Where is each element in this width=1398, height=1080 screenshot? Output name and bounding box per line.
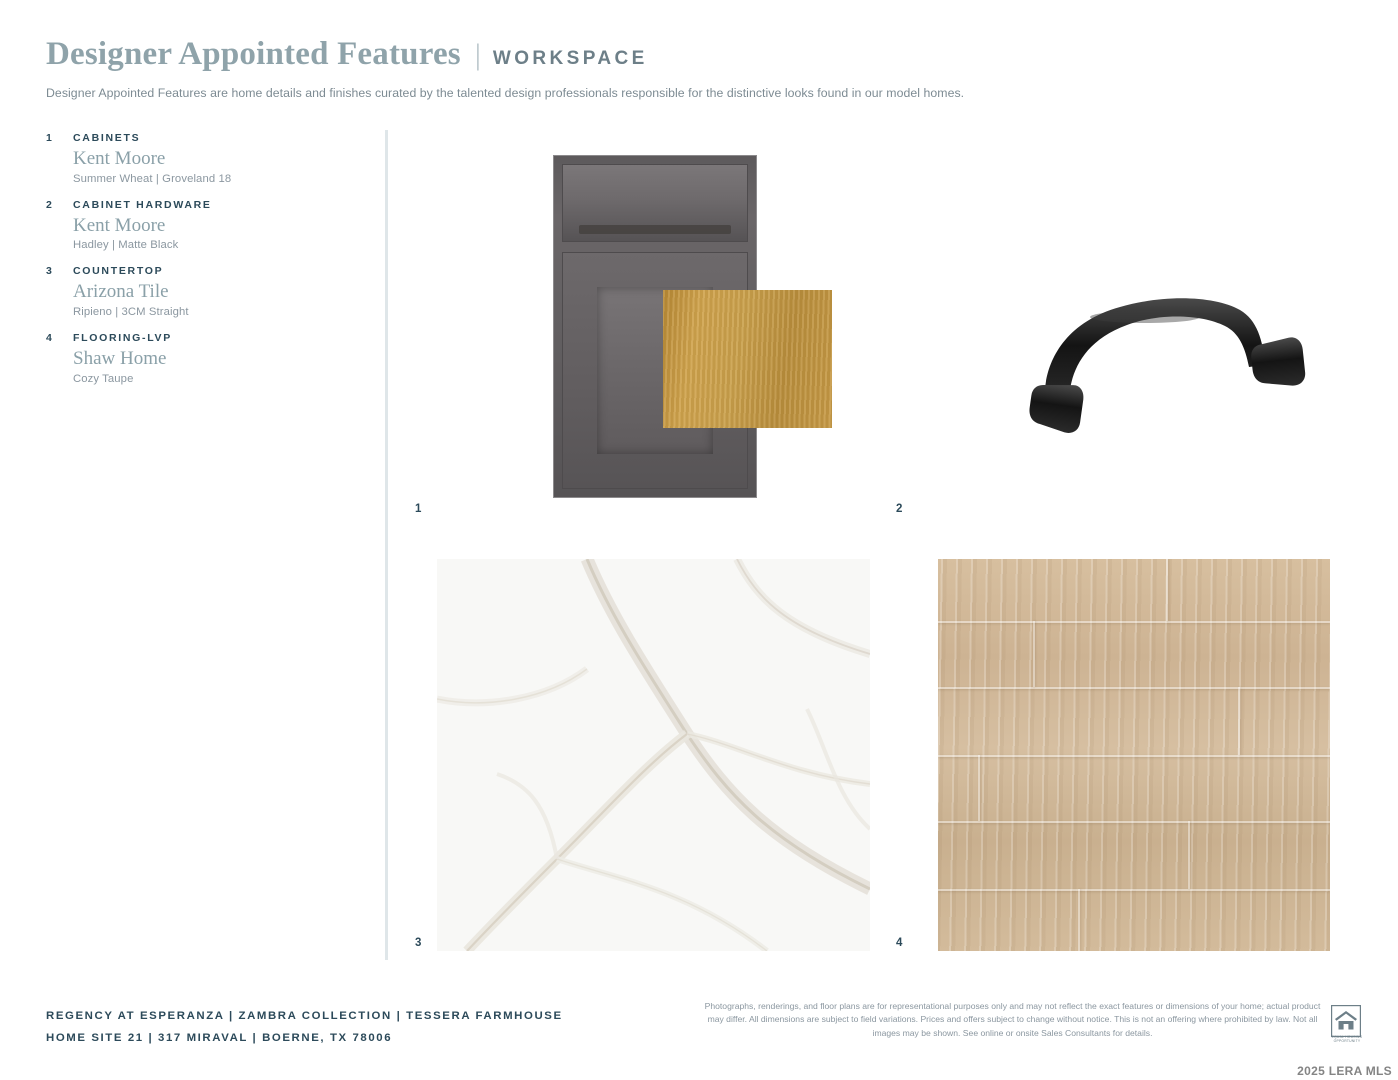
feature-spec: Hadley | Matte Black xyxy=(73,239,179,252)
cabinet-drawer-groove xyxy=(579,225,731,234)
footer-community-info xyxy=(46,1006,686,1049)
plank-butt-joint xyxy=(1078,889,1080,951)
plank-seam xyxy=(938,687,1330,689)
footer-address-line: HOME SITE 21 | 317 MIRAVAL | BOERNE, TX 78006 xyxy=(46,1031,393,1044)
plank-butt-joint xyxy=(1166,559,1168,621)
swatch-number-4: 4 xyxy=(896,937,903,949)
feature-head xyxy=(46,332,356,344)
feature-category: CABINETS xyxy=(73,132,141,144)
plank-butt-joint xyxy=(1188,821,1190,889)
footer-disclaimer: Photographs, renderings, and floor plans are for representational purposes only and may not reflect the exact features or dimensions of your home; actual product may differ. All dimensions are subject to field variations. Prices and offers subject to change without notice. This is not an offering where prohibited by law. Not all images may be shown. See online or onsite Sales Consultants for details. xyxy=(704,1001,1321,1038)
feature-spec: Cozy Taupe xyxy=(73,372,134,385)
feature-number: 3 xyxy=(46,265,53,278)
feature-number: 1 xyxy=(46,132,53,144)
feature-category: FLOORING-LVP xyxy=(73,331,172,344)
feature-head xyxy=(46,265,356,277)
swatch-number-1: 1 xyxy=(415,503,422,515)
plank-seam xyxy=(938,821,1330,823)
page-header xyxy=(46,38,1346,102)
plank-seam xyxy=(938,621,1330,623)
footer-community-line: REGENCY AT ESPERANZA | ZAMBRA COLLECTION | TESSERA FARMHOUSE xyxy=(46,1010,563,1022)
feature-item-flooring-lvp xyxy=(46,332,356,385)
page-description: Designer Appointed Features are home details and finishes curated by the talented design professionals responsible for the distinctive looks found in our model homes. xyxy=(46,86,965,100)
swatch-number-2: 2 xyxy=(896,503,903,515)
feature-number: 2 xyxy=(46,198,53,211)
title-row xyxy=(46,38,1346,72)
flooring-lvp-swatch xyxy=(938,559,1330,951)
title-divider: | xyxy=(474,38,481,71)
equal-housing-opportunity-icon xyxy=(1331,1005,1361,1037)
feature-item-cabinet-hardware xyxy=(46,199,356,252)
mls-watermark: 2025 LERA MLS xyxy=(1297,1064,1392,1078)
page-subtitle-room: WORKSPACE xyxy=(492,48,648,69)
feature-head xyxy=(46,132,356,144)
feature-spec: Summer Wheat | Groveland 18 xyxy=(73,172,232,185)
cabinet-drawer-front xyxy=(562,164,748,242)
feature-item-countertop xyxy=(46,265,356,318)
page-title: Designer Appointed Features xyxy=(46,36,461,72)
cabinet-pull-icon xyxy=(1025,255,1330,500)
cabinet-pull-swatch xyxy=(1025,255,1330,500)
eho-caption: EQUAL HOUSING OPPORTUNITY xyxy=(1331,1035,1363,1044)
feature-brand: Kent Moore xyxy=(73,214,166,236)
feature-head xyxy=(46,199,356,211)
plank-butt-joint xyxy=(978,755,980,821)
feature-spec: Ripieno | 3CM Straight xyxy=(73,305,189,318)
feature-number: 4 xyxy=(46,331,53,344)
feature-category: COUNTERTOP xyxy=(73,265,164,278)
plank-seam xyxy=(938,755,1330,757)
feature-brand: Shaw Home xyxy=(73,347,167,369)
feature-category: CABINET HARDWARE xyxy=(73,198,212,211)
swatch-number-3: 3 xyxy=(415,937,422,949)
feature-item-cabinets xyxy=(46,132,356,185)
wood-finish-swatch xyxy=(663,290,832,428)
feature-brand: Kent Moore xyxy=(73,148,166,169)
countertop-swatch xyxy=(437,559,870,951)
feature-list xyxy=(46,132,356,399)
quartz-veining xyxy=(437,559,870,951)
plank-butt-joint xyxy=(1033,621,1035,687)
plank-butt-joint xyxy=(1238,687,1240,755)
feature-brand: Arizona Tile xyxy=(73,281,169,303)
vertical-divider xyxy=(385,130,388,960)
plank-seam xyxy=(938,889,1330,891)
